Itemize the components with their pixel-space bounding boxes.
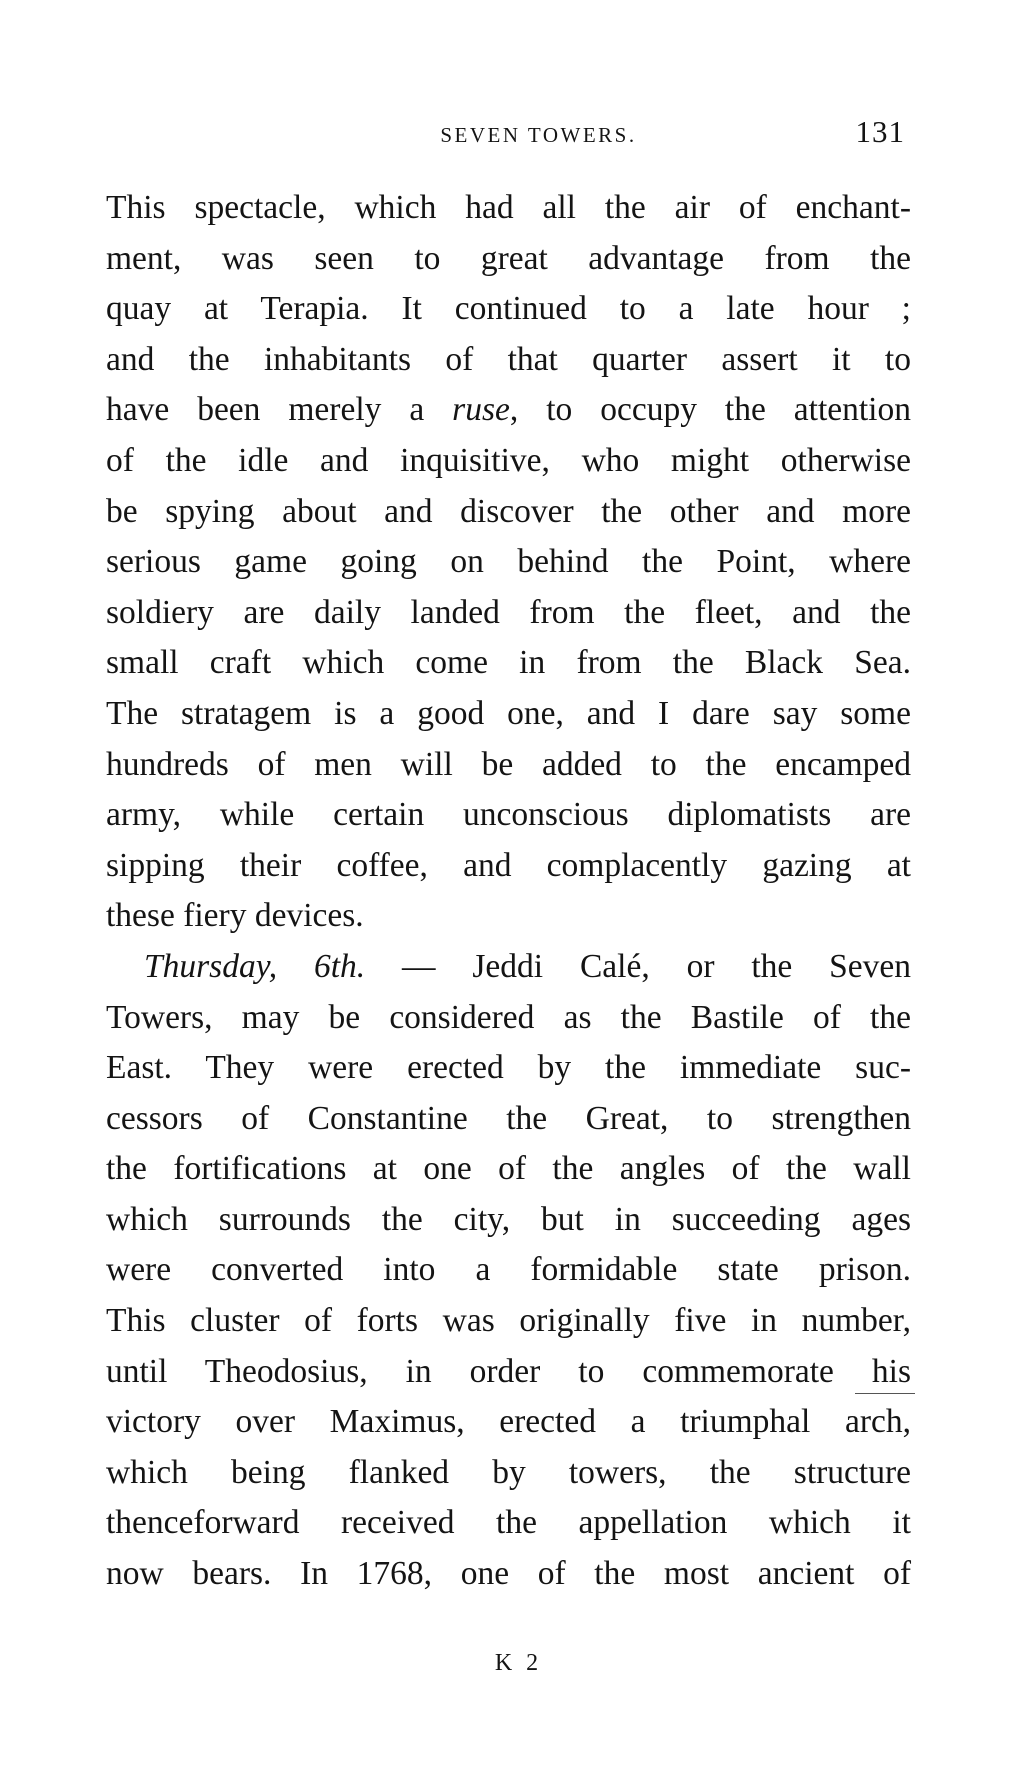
signature-mark: K 2 <box>494 1650 543 1676</box>
text-line: of the idle and inquisitive, who might otherwise <box>106 441 911 479</box>
text-line: serious game going on behind the Point, where <box>106 543 911 581</box>
running-title <box>106 122 911 148</box>
date-heading: Thursday, 6th. <box>144 947 366 985</box>
text-line: these fiery devices. <box>106 897 364 935</box>
text-line: be spying about and discover the other and more <box>106 492 911 530</box>
text-line: victory over Maximus, erected a triumphal arch, <box>106 1403 911 1441</box>
text-line: which surrounds the city, but in succeeding ages <box>106 1200 911 1238</box>
running-title-text: SEVEN TOWERS. <box>440 123 637 147</box>
ink-rule-mark <box>855 1393 915 1394</box>
text-line: The stratagem is a good one, and I dare say some <box>106 694 911 732</box>
text-line <box>106 385 911 436</box>
text-line: now bears. In 1768, one of the most ancient of <box>106 1555 911 1593</box>
text-line: This spectacle, which had all the air of enchant- <box>106 189 911 226</box>
text-line: sipping their coffee, and complacently gazing at <box>106 846 911 884</box>
text-line: the fortifications at one of the angles of the wall <box>106 1150 911 1188</box>
text-line-end: , to occupy the attention <box>509 391 911 429</box>
text-line <box>106 942 911 993</box>
text-line: and the inhabitants of that quarter assert it to <box>106 340 911 378</box>
text-line: cessors of Constantine the Great, to strengthen <box>106 1099 911 1137</box>
text-line: Towers, may be considered as the Bastile of the <box>106 998 911 1036</box>
text-line: were converted into a formidable state prison. <box>106 1251 911 1289</box>
text-line: quay at Terapia. It continued to a late hour ; <box>106 290 911 328</box>
text-line: ment, was seen to great advantage from the <box>106 239 911 277</box>
body-text <box>106 183 911 1600</box>
text-line: until Theodosius, in order to commemorate his <box>106 1352 911 1390</box>
text-line: soldiery are daily landed from the fleet, and the <box>106 593 911 631</box>
text-line: which being flanked by towers, the structure <box>106 1453 911 1491</box>
text-line: This cluster of forts was originally five in number, <box>106 1302 911 1340</box>
italic-word: ruse <box>452 391 510 429</box>
text-line-start: have been merely a <box>106 391 453 429</box>
text-line: small craft which come in from the Black Sea. <box>106 644 911 682</box>
text-line-end: — Jeddi Calé, or the Seven <box>365 947 911 985</box>
page-number: 131 <box>855 114 905 149</box>
text-line: hundreds of men will be added to the encamped <box>106 745 911 783</box>
running-head <box>106 114 911 158</box>
text-line: thenceforward received the appellation which it <box>106 1504 911 1542</box>
text-line: East. They were erected by the immediate suc- <box>106 1049 911 1087</box>
text-line: army, while certain unconscious diplomatists are <box>106 796 911 834</box>
